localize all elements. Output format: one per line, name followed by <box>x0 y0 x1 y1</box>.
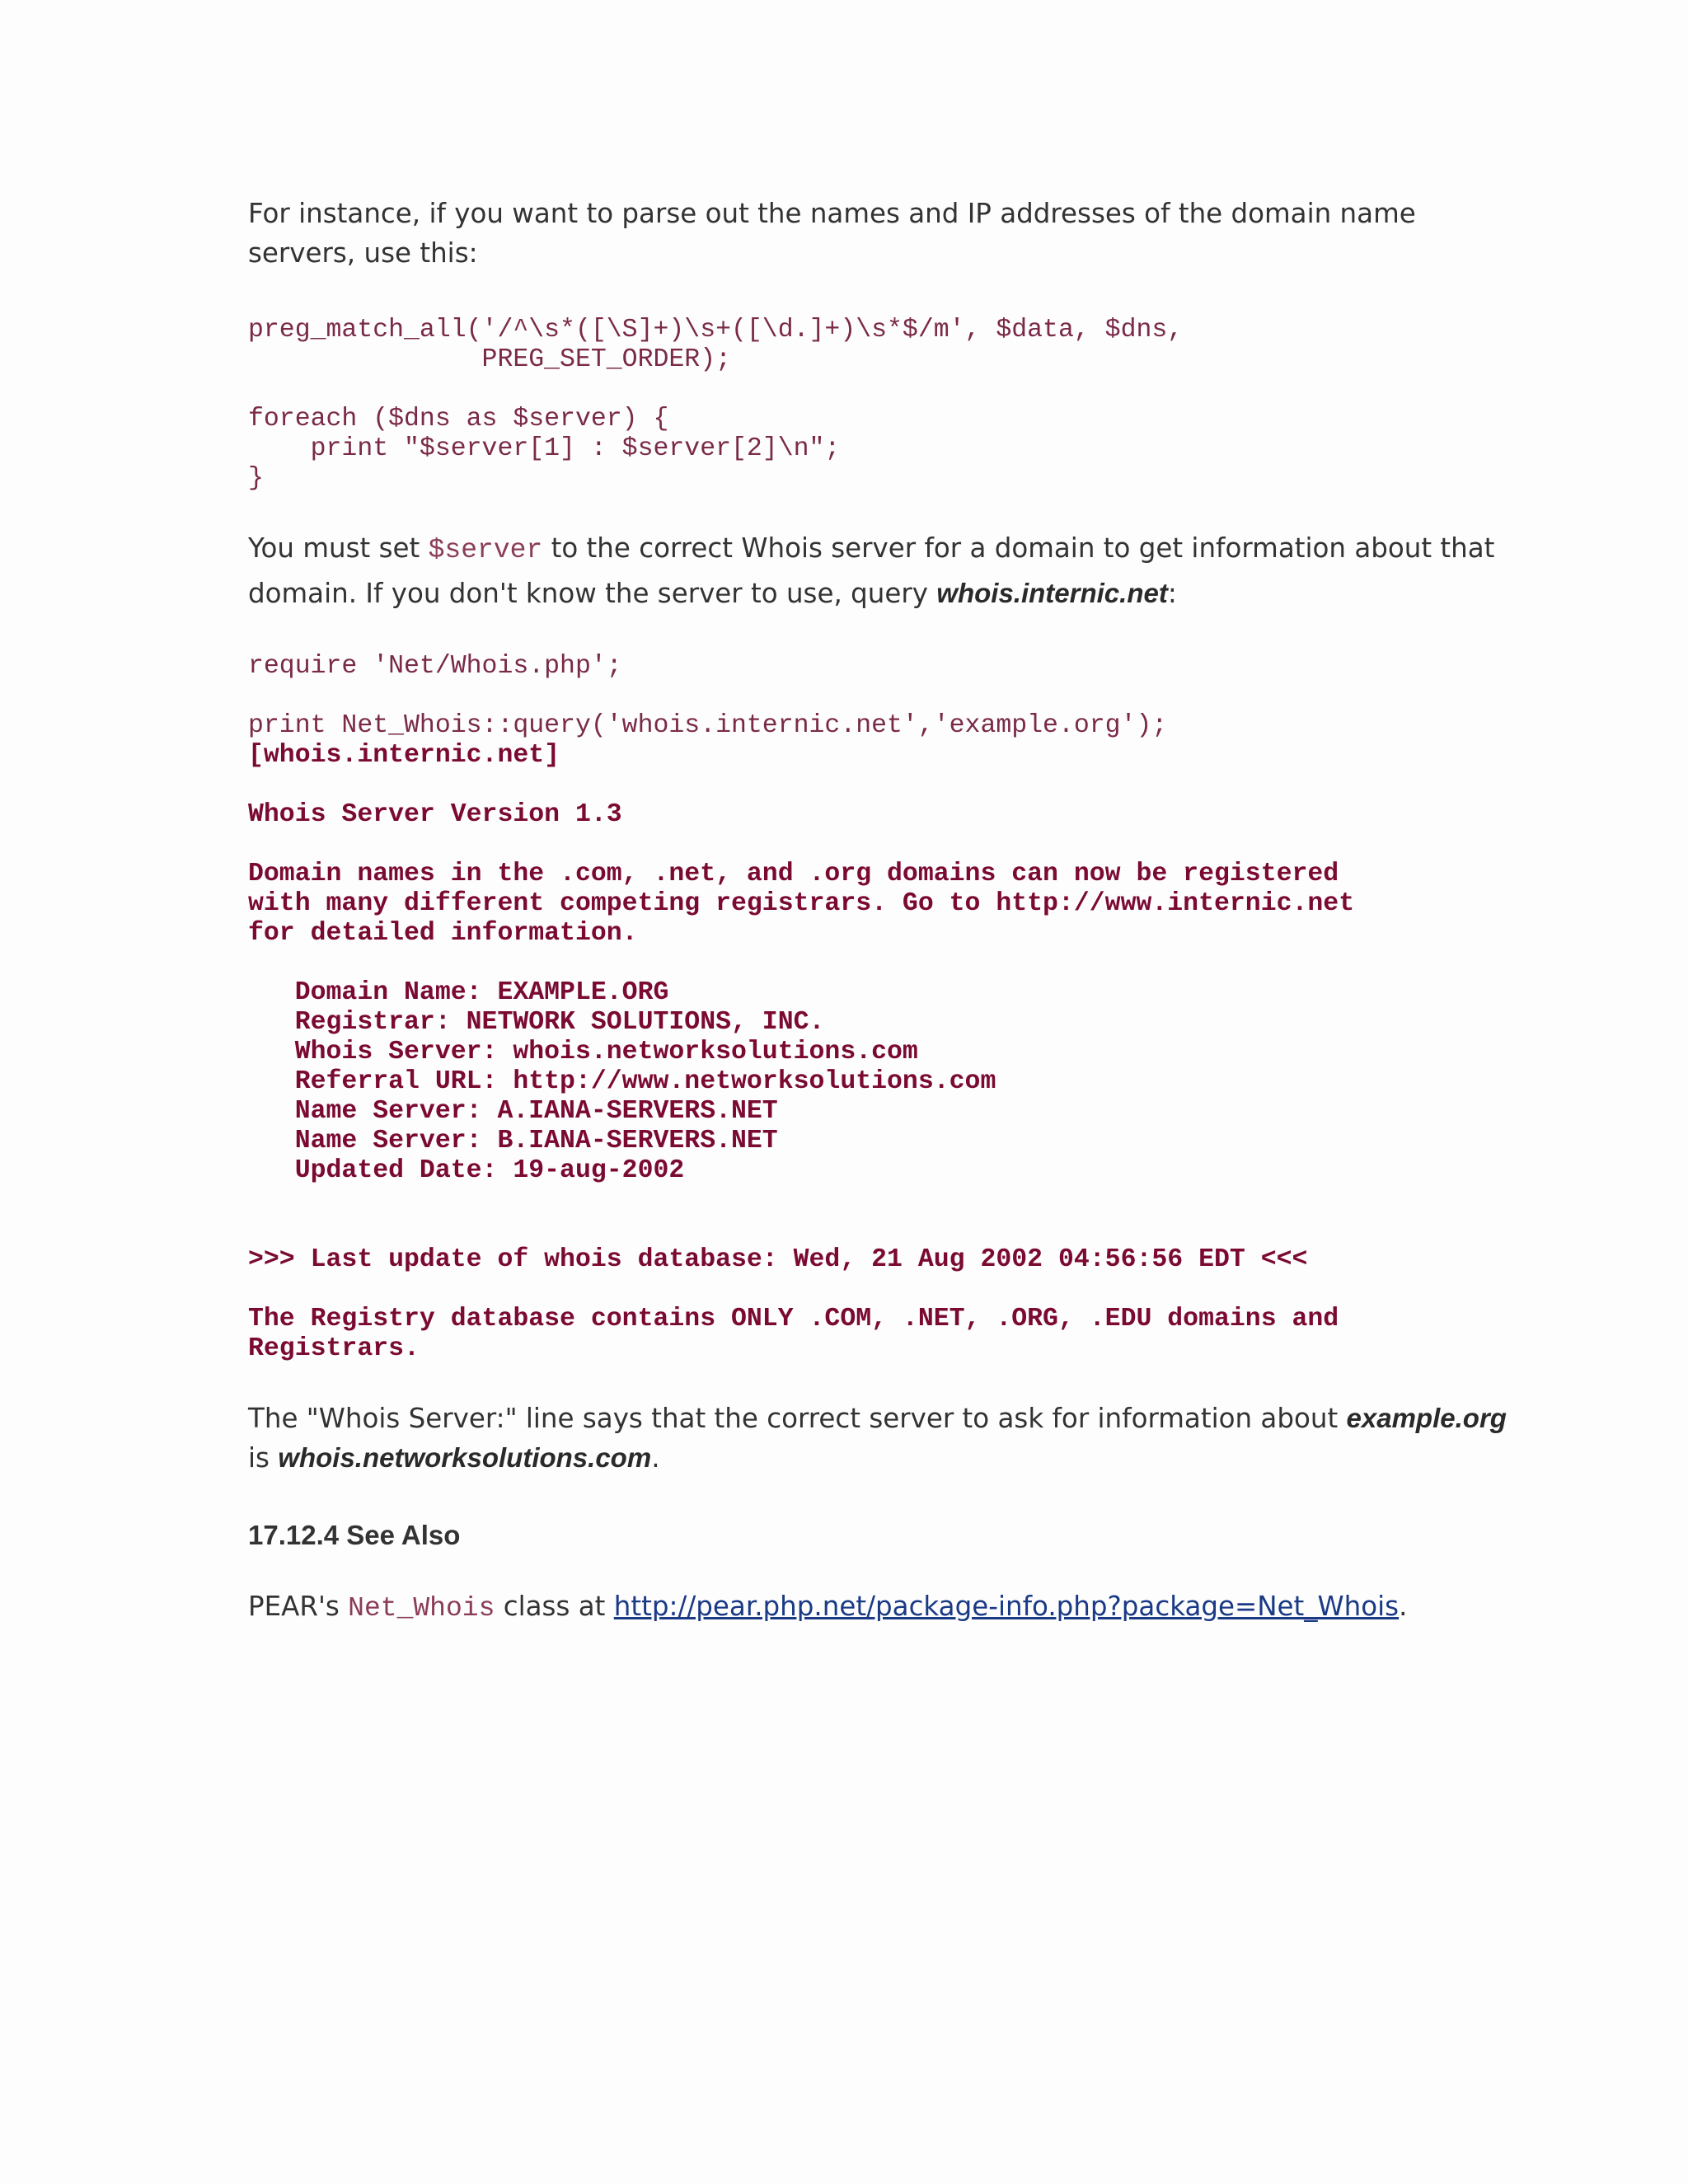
output-line: Name Server: B.IANA-SERVERS.NET <box>248 1127 778 1155</box>
whois-output-block <box>248 741 1354 1364</box>
server-paragraph-line-1: You must set $server to the correct Whois server for a domain to get information about that <box>248 532 1495 565</box>
code-line: preg_match_all('/^\s*([\S]+)\s+([\d.]+)\s*$/m', $data, $dns, <box>248 316 1184 344</box>
output-line: [whois.internic.net] <box>248 741 560 770</box>
domain-example-org: example.org <box>1346 1403 1507 1433</box>
output-line: Domain Name: EXAMPLE.ORG <box>248 978 669 1007</box>
intro-line-1: For instance, if you want to parse out the names and IP addresses of the domain name <box>248 198 1416 229</box>
code-block-preg-match <box>248 316 1183 494</box>
output-line: Whois Server Version 1.3 <box>248 800 622 829</box>
output-line: Whois Server: whois.networksolutions.com <box>248 1038 918 1066</box>
whois-server-paragraph <box>248 1399 1507 1478</box>
code-line: } <box>248 464 264 493</box>
code-line: require 'Net/Whois.php'; <box>248 652 622 681</box>
output-line: Updated Date: 19-aug-2002 <box>248 1156 685 1185</box>
code-line: print "$server[1] : $server[2]\n"; <box>248 434 841 463</box>
server-paragraph-line-2: domain. If you don't know the server to use, query whois.internic.net: <box>248 578 1177 609</box>
inline-code-server: $server <box>428 535 543 565</box>
intro-paragraph <box>248 194 1451 273</box>
server-paragraph <box>248 528 1495 613</box>
output-line: The Registry database contains ONLY .COM, .NET, .ORG, .EDU domains and <box>248 1305 1339 1333</box>
code-line: print Net_Whois::query('whois.internic.net','example.org'); <box>248 711 1168 740</box>
see-also-paragraph <box>248 1586 1451 1629</box>
host-internic: whois.internic.net <box>936 578 1168 608</box>
output-line: Referral URL: http://www.networksolutions.com <box>248 1067 996 1096</box>
output-line: >>> Last update of whois database: Wed, 21 Aug 2002 04:56:56 EDT <<< <box>248 1245 1308 1274</box>
see-also-line: PEAR's Net_Whois class at http://pear.php.net/package-info.php?package=Net_Whois. <box>248 1591 1408 1624</box>
server-networksolutions: whois.networksolutions.com <box>278 1442 652 1473</box>
section-heading-see-also: 17.12.4 See Also <box>248 1520 461 1550</box>
output-line: Domain names in the .com, .net, and .org domains can now be registered <box>248 860 1339 888</box>
output-line: with many different competing registrars. Go to http://www.internic.net <box>248 889 1355 918</box>
output-line: for detailed information. <box>248 919 638 948</box>
output-line: Registrars. <box>248 1334 420 1363</box>
pear-package-link[interactable]: http://pear.php.net/package-info.php?package=Net_Whois <box>613 1591 1400 1622</box>
code-line: foreach ($dns as $server) { <box>248 405 669 434</box>
output-line: Registrar: NETWORK SOLUTIONS, INC. <box>248 1008 825 1037</box>
code-line: PREG_SET_ORDER); <box>248 345 731 374</box>
whois-server-line-1: The "Whois Server:" line says that the correct server to ask for information about example.org <box>248 1403 1507 1434</box>
inline-code-net-whois: Net_Whois <box>348 1593 495 1624</box>
code-block-require <box>248 652 1167 741</box>
output-line: Name Server: A.IANA-SERVERS.NET <box>248 1097 778 1126</box>
whois-server-line-2: is whois.networksolutions.com. <box>248 1442 660 1474</box>
intro-line-2: servers, use this: <box>248 237 478 269</box>
